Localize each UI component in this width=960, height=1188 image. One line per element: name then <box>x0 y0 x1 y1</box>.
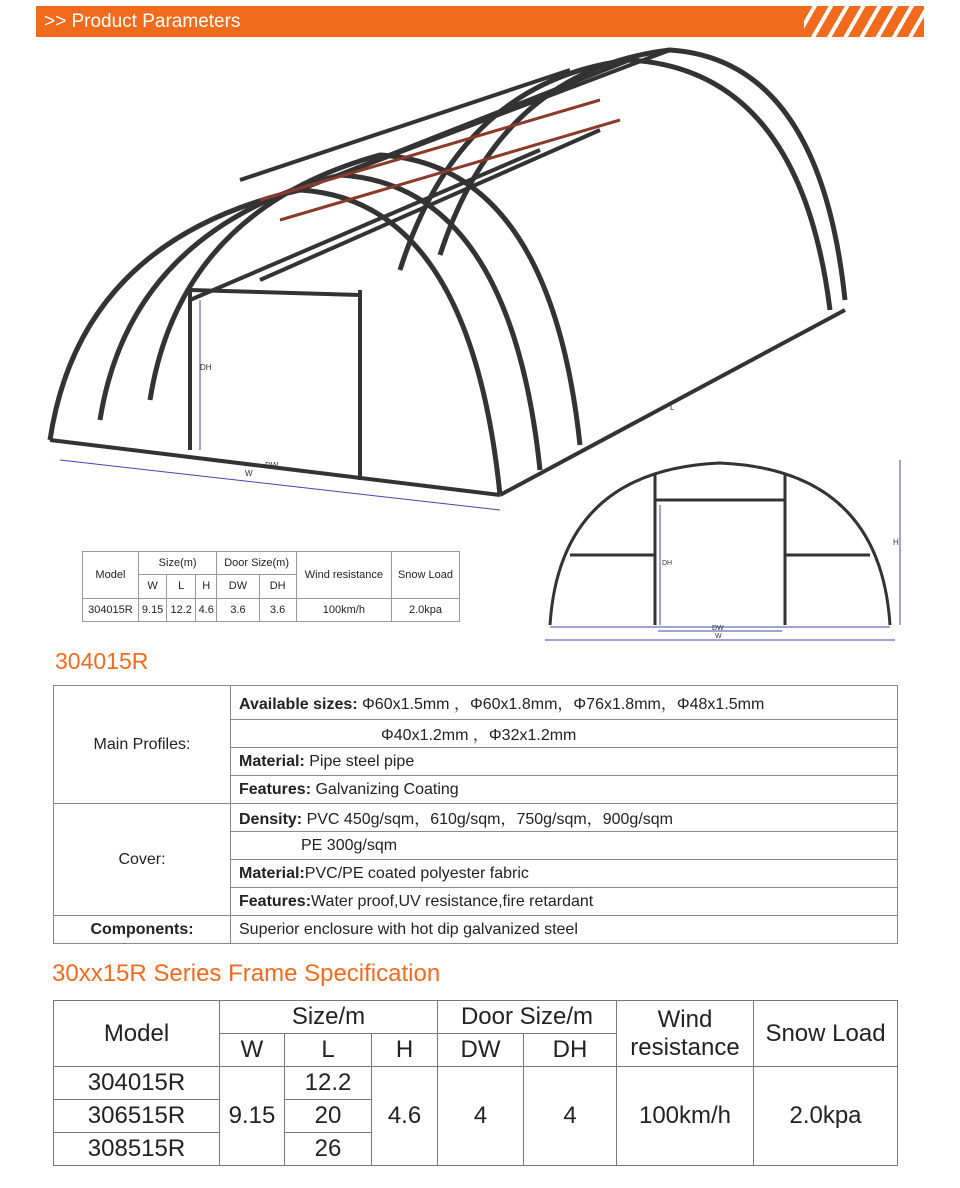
series-table <box>53 1000 898 1166</box>
cell: 3.6 <box>217 598 259 621</box>
header-h: H <box>372 1034 438 1067</box>
header-model: Model <box>54 1001 220 1067</box>
cell: 100km/h <box>296 598 391 621</box>
cell: 100km/h <box>617 1067 754 1166</box>
cell: 12.2 <box>285 1067 372 1100</box>
header-l: L <box>167 575 196 598</box>
label: Material: <box>239 752 305 770</box>
cover-label: Cover: <box>54 804 231 916</box>
table-row <box>83 598 460 621</box>
cell: 9.15 <box>138 598 167 621</box>
header-snow: Snow Load <box>754 1001 898 1067</box>
header-door: Door Size(m) <box>217 552 296 575</box>
section-title: >> Product Parameters <box>44 11 241 32</box>
header-w: W <box>138 575 167 598</box>
header-dh: DH <box>524 1034 617 1067</box>
dh-label: DH <box>662 560 673 567</box>
value: Φ40x1.2mm ，Φ32x1.2mm <box>231 720 898 748</box>
header-size: Size(m) <box>138 552 217 575</box>
header-w: W <box>220 1034 285 1067</box>
label: Density: <box>239 811 303 828</box>
model-heading: 304015R <box>55 648 149 674</box>
dh-label: DH <box>200 363 212 372</box>
frame-perspective-drawing <box>40 40 870 515</box>
section-header <box>36 6 924 37</box>
h-label: H <box>893 538 899 547</box>
l-label: L <box>670 403 675 412</box>
header-h: H <box>196 575 217 598</box>
label: Features: <box>239 892 312 910</box>
cell: 2.0kpa <box>391 598 459 621</box>
cell: 308515R <box>54 1133 220 1166</box>
cell: 26 <box>285 1133 372 1166</box>
value: PVC/PE coated polyester fabric <box>304 864 529 882</box>
cell: 20 <box>285 1100 372 1133</box>
cell: 304015R <box>54 1067 220 1100</box>
components-label: Components: <box>54 916 231 944</box>
value: Pipe steel pipe <box>309 752 415 770</box>
cell: 12.2 <box>167 598 196 621</box>
frame-elevation-drawing <box>540 455 910 650</box>
cell: 4.6 <box>372 1067 438 1166</box>
header-size: Size/m <box>220 1001 438 1034</box>
header-l: L <box>285 1034 372 1067</box>
label: Material: <box>239 864 305 882</box>
value: PVC 450g/sqm，610g/sqm，750g/sqm，900g/sqm <box>306 811 673 828</box>
table-row <box>54 1067 898 1100</box>
w-label: W <box>245 469 253 478</box>
label: Features: <box>239 780 312 798</box>
w-label: W <box>715 633 722 640</box>
dw-label: DW <box>265 461 279 470</box>
small-spec-table <box>82 551 460 622</box>
label: Available sizes: <box>239 696 358 713</box>
value: Superior enclosure with hot dip galvanized steel <box>231 916 898 944</box>
header-wind: Wind resistance <box>296 552 391 599</box>
header-dw: DW <box>217 575 259 598</box>
value: Galvanizing Coating <box>315 780 459 798</box>
header-door: Door Size/m <box>438 1001 617 1034</box>
cell: 9.15 <box>220 1067 285 1166</box>
value: Φ60x1.5mm ，Φ60x1.8mm，Φ76x1.8mm，Φ48x1.5mm <box>362 696 765 713</box>
value: Water proof,UV resistance,fire retardant <box>311 892 594 910</box>
cell: 4.6 <box>196 598 217 621</box>
dw-label: DW <box>712 625 724 632</box>
value: PE 300g/sqm <box>231 832 898 860</box>
series-heading: 30xx15R Series Frame Specification <box>52 960 441 987</box>
header-snow: Snow Load <box>391 552 459 599</box>
header-model: Model <box>83 552 139 599</box>
frame-arches <box>50 50 845 495</box>
header-dh: DH <box>259 575 296 598</box>
spec-table <box>53 685 898 944</box>
cell: 304015R <box>83 598 139 621</box>
header-wind: Wind resistance <box>617 1001 754 1067</box>
cell: 4 <box>438 1067 524 1166</box>
cell: 306515R <box>54 1100 220 1133</box>
cell: 3.6 <box>259 598 296 621</box>
main-profiles-label: Main Profiles: <box>54 686 231 804</box>
stripe-decoration <box>804 6 924 37</box>
cell: 4 <box>524 1067 617 1166</box>
cell: 2.0kpa <box>754 1067 898 1166</box>
header-dw: DW <box>438 1034 524 1067</box>
